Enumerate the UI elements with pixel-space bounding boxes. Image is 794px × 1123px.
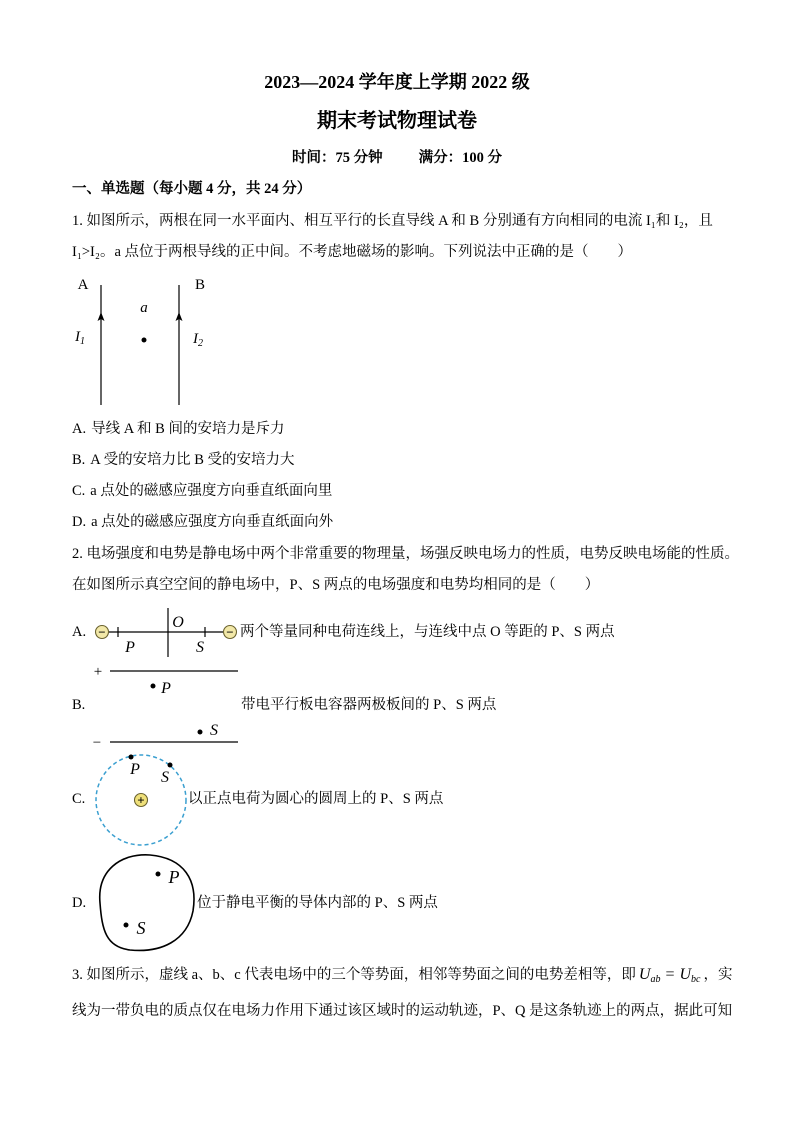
q2-stem-line1: 2. 电场强度和电势是静电场中两个非常重要的物理量，场强反映电场力的性质，电势反映电场能的性质。 — [72, 546, 739, 562]
current-subscript: 1 — [80, 336, 85, 347]
time-limit: 时间：75 分钟 — [292, 150, 383, 166]
point-s-dot — [198, 730, 203, 735]
q2-figure-like-charges — [90, 605, 250, 661]
point-a-label: a — [140, 300, 148, 316]
q3-stem-line1 — [72, 967, 732, 985]
formula-equals: = — [665, 966, 675, 983]
q3-stem-line1-post: ，实 — [703, 967, 733, 983]
formula-u: U — [638, 966, 651, 983]
q2-option-b-letter: B. — [72, 697, 86, 713]
point-s-dot — [168, 763, 173, 768]
point-p-label: P — [130, 761, 140, 778]
q2-option-a-letter: A. — [72, 624, 87, 640]
q2-figure-capacitor — [90, 660, 245, 750]
current-i1-label — [74, 329, 85, 347]
formula-u: U — [679, 966, 692, 983]
point-s-dot — [124, 923, 129, 928]
point-s-label: S — [136, 918, 146, 938]
charge-sign: + — [137, 792, 145, 808]
q3-stem-line2: 线为一带负电的质点仅在电场力作用下通过该区域时的运动轨迹，P、Q 是这条轨迹上的两点，据此可知 — [72, 1003, 733, 1019]
option-text: A 受的安培力比 B 受的安培力大 — [90, 452, 295, 468]
q1-option-c — [72, 484, 332, 499]
point-s-label: S — [196, 639, 204, 656]
q1-stem-line1: 1. 如图所示，两根在同一水平面内、相互平行的长直导线 A 和 B 分别通有方向相同的电流 I₁和 I₂，且 — [72, 213, 713, 229]
wire-a-label: A — [77, 277, 89, 293]
exam-meta — [0, 151, 794, 166]
option-text: a 点处的磁感应强度方向垂直纸面向里 — [90, 483, 333, 499]
section-title: 一、单选题（每小题 4 分，共 24 分） — [72, 181, 312, 197]
top-plate-sign: + — [93, 664, 103, 680]
charge-sign: − — [226, 624, 234, 640]
q1-option-b — [72, 453, 295, 468]
potential-difference-formula — [639, 966, 701, 983]
point-p-dot — [151, 684, 156, 689]
formula-subscript: ab — [650, 974, 661, 985]
option-letter: A. — [72, 421, 87, 437]
option-letter: D. — [72, 514, 87, 530]
bottom-plate-sign: − — [92, 735, 102, 751]
current-subscript: 2 — [198, 338, 203, 349]
q2-stem-line2: 在如图所示真空空间的静电场中，P、S 两点的电场强度和电势均相同的是（ ） — [72, 577, 600, 593]
q1-option-a — [72, 422, 284, 437]
full-score: 满分：100 分 — [418, 150, 502, 166]
point-p-label: P — [161, 680, 171, 697]
q3-stem-line1-pre: 3. 如图所示，虚线 a、b、c 代表电场中的三个等势面，相邻等势面之间的电势差相等，即 — [72, 967, 636, 983]
q2-figure-conductor — [90, 845, 205, 960]
current-i2-label — [192, 331, 203, 349]
option-text: a 点处的磁感应强度方向垂直纸面向外 — [91, 514, 334, 530]
point-p-dot — [129, 755, 134, 760]
q1-option-d — [72, 515, 333, 530]
point-a-dot — [142, 338, 147, 343]
q2-option-b-text: 带电平行板电容器两极板间的 P、S 两点 — [241, 697, 497, 713]
midpoint-label: O — [172, 614, 184, 631]
current-symbol: I — [75, 329, 80, 345]
current-symbol: I — [193, 331, 198, 347]
point-p-label: P — [168, 867, 180, 887]
exam-title-line1: 2023—2024 学年度上学期 2022 级 — [264, 72, 530, 92]
option-letter: C. — [72, 483, 86, 499]
q2-option-d-letter: D. — [72, 895, 87, 911]
point-s-label: S — [161, 769, 169, 786]
conductor-outline — [100, 855, 194, 951]
wire-b-label: B — [194, 277, 206, 293]
exam-title-line2: 期末考试物理试卷 — [317, 110, 477, 132]
q1-figure-parallel-wires — [60, 272, 220, 412]
formula-subscript: bc — [691, 974, 701, 985]
point-p-label: P — [125, 639, 135, 656]
q2-figure-point-charge-circle — [90, 750, 190, 850]
q1-stem-line2: I₁>I₂。a 点位于两根导线的正中间。不考虑地磁场的影响。下列说法中正确的是（ ） — [72, 244, 633, 260]
q2-option-d-text: 位于静电平衡的导体内部的 P、S 两点 — [197, 895, 438, 911]
option-letter: B. — [72, 452, 86, 468]
q2-option-c-text: 以正点电荷为圆心的圆周上的 P、S 两点 — [188, 791, 444, 807]
option-text: 导线 A 和 B 间的安培力是斥力 — [91, 421, 285, 437]
charge-sign: − — [98, 624, 106, 640]
point-s-label: S — [210, 722, 218, 739]
q2-option-a-text: 两个等量同种电荷连线上，与连线中点 O 等距的 P、S 两点 — [240, 624, 615, 640]
q2-option-c-letter: C. — [72, 791, 86, 807]
point-p-dot — [156, 872, 161, 877]
